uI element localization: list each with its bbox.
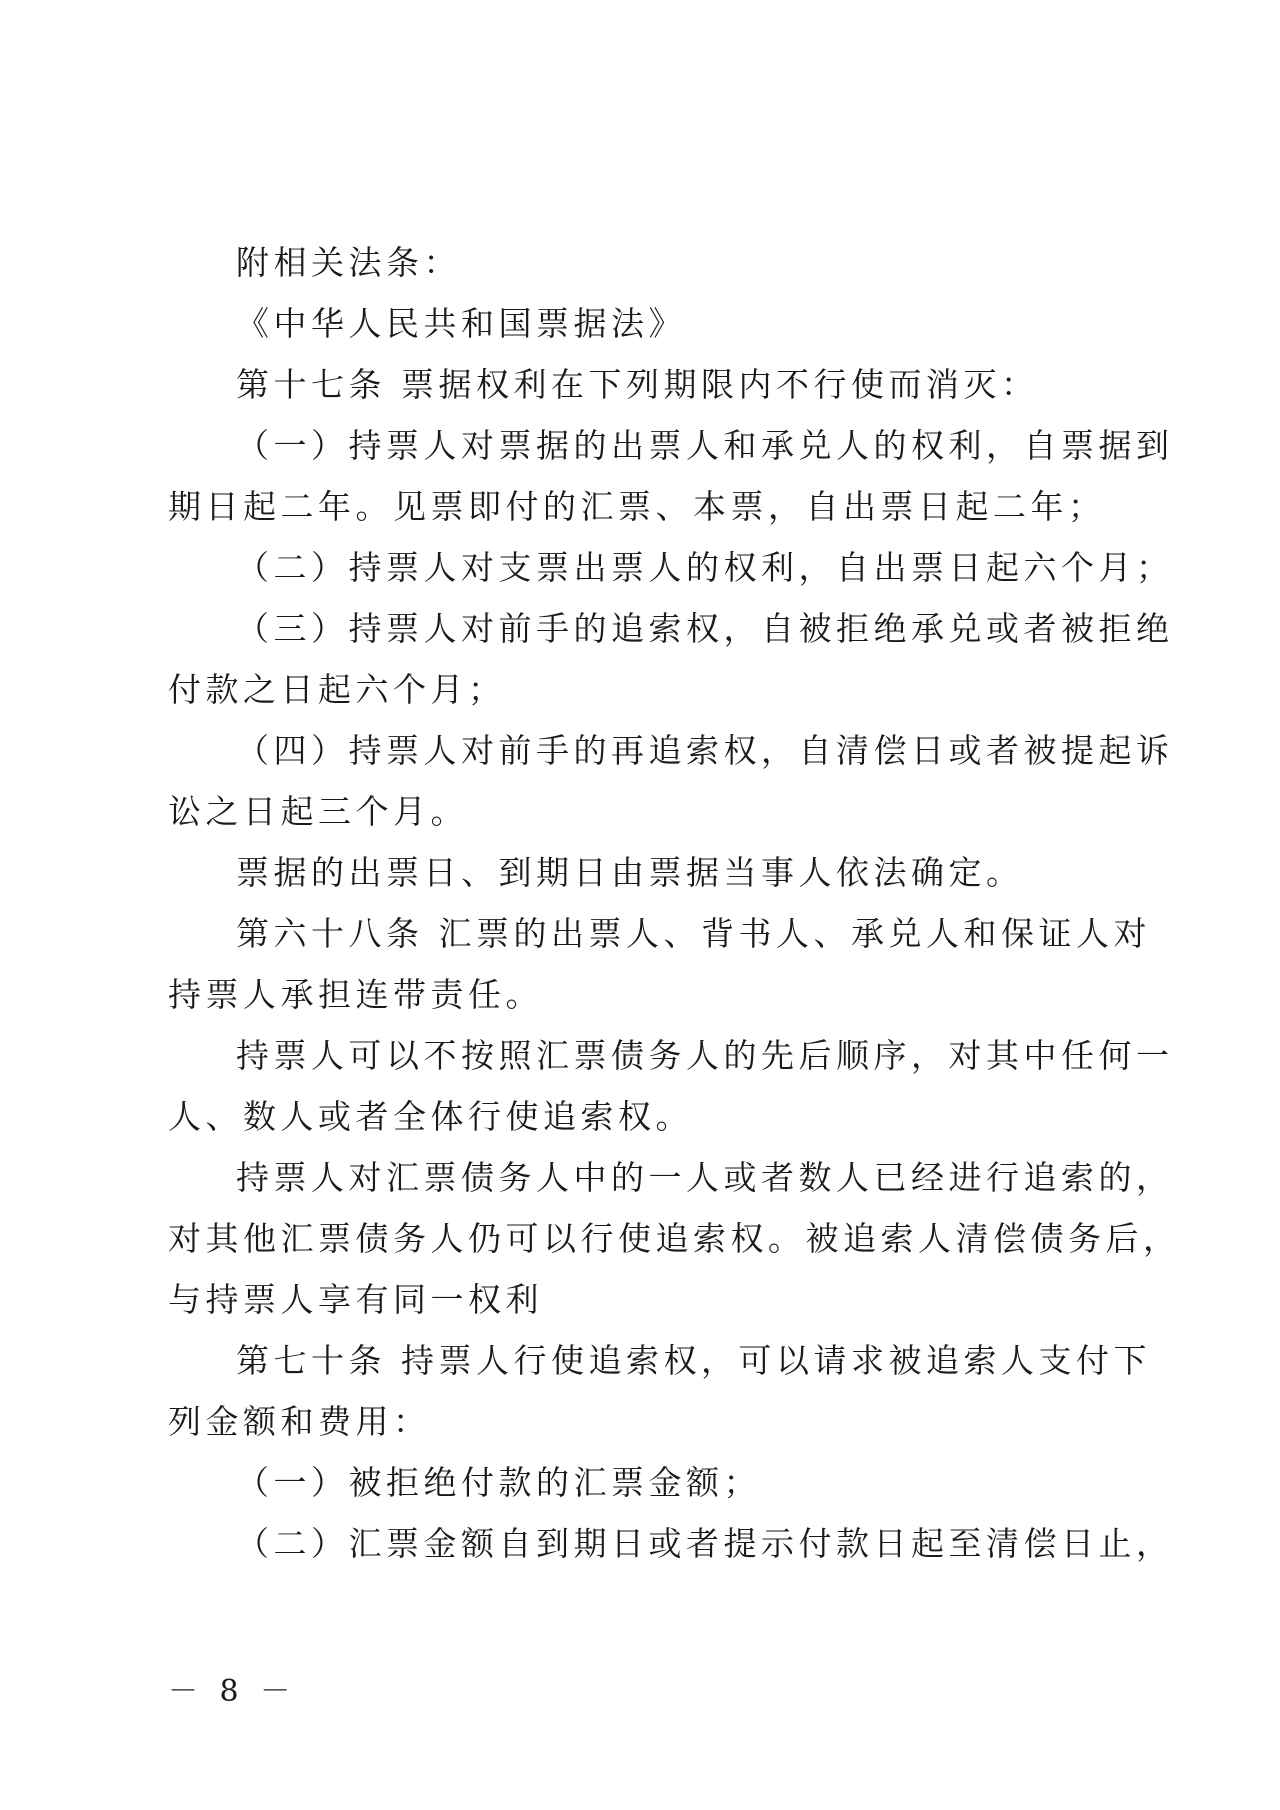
page-number: － 8 － xyxy=(168,1674,297,1709)
text-line: 付款之日起六个月； xyxy=(168,670,506,709)
text-line: 第七十条 持票人行使追索权，可以请求被追索人支付下 xyxy=(236,1341,1151,1380)
text-line: 第六十八条 汇票的出票人、背书人、承兑人和保证人对 xyxy=(236,914,1151,953)
text-line: 讼之日起三个月。 xyxy=(168,792,468,831)
text-line: （一）持票人对票据的出票人和承兑人的权利，自票据到 xyxy=(236,426,1174,465)
text-line: （四）持票人对前手的再追索权，自清偿日或者被提起诉 xyxy=(236,731,1174,770)
text-line: 人、数人或者全体行使追索权。 xyxy=(168,1097,693,1136)
text-line: 持票人对汇票债务人中的一人或者数人已经进行追索的， xyxy=(236,1158,1174,1197)
text-line: （一）被拒绝付款的汇票金额； xyxy=(236,1463,761,1502)
text-line: （二）汇票金额自到期日或者提示付款日起至清偿日止， xyxy=(236,1524,1174,1563)
text-line: （二）持票人对支票出票人的权利，自出票日起六个月； xyxy=(236,548,1174,587)
text-line: 列金额和费用： xyxy=(168,1402,431,1441)
text-line: 《中华人民共和国票据法》 xyxy=(236,304,686,343)
text-line: 对其他汇票债务人仍可以行使追索权。被追索人清偿债务后， xyxy=(168,1219,1181,1258)
text-line: 与持票人享有同一权利 xyxy=(168,1280,543,1319)
text-line: 附相关法条： xyxy=(236,243,461,282)
text-line: 第十七条 票据权利在下列期限内不行使而消灭： xyxy=(236,365,1039,404)
text-line: 持票人承担连带责任。 xyxy=(168,975,543,1014)
text-line: （三）持票人对前手的追索权，自被拒绝承兑或者被拒绝 xyxy=(236,609,1174,648)
text-line: 票据的出票日、到期日由票据当事人依法确定。 xyxy=(236,853,1024,892)
text-line: 持票人可以不按照汇票债务人的先后顺序，对其中任何一 xyxy=(236,1036,1174,1075)
text-line: 期日起二年。见票即付的汇票、本票，自出票日起二年； xyxy=(168,487,1106,526)
document-body xyxy=(168,232,1181,1574)
